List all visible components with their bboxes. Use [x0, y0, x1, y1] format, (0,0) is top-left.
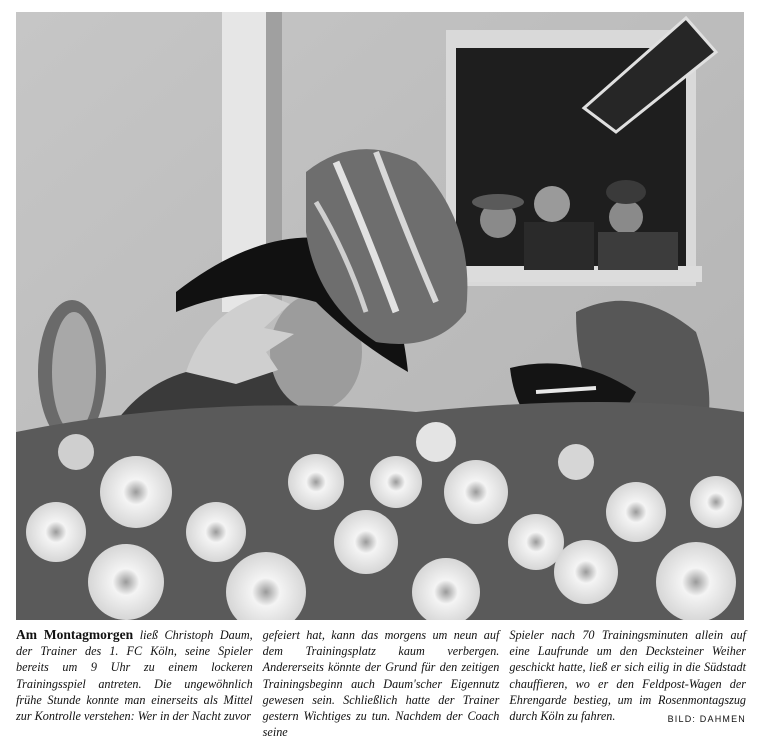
caption-text-2: gefeiert hat, kann das morgens um neun auf dem Trainingsplatz kaum verbergen. Andererseits könnte der Grund für den zeitigen Trainingsbeginn auch Daum'scher Eigennutz gewesen sein. Schließlich hatte der Trainer gestern Wichtiges zu tun. Nachdem der Coach seine	[262, 628, 500, 740]
photo-credit: BILD: DAHMEN	[667, 714, 747, 725]
caption-column-2	[262, 627, 500, 740]
carnival-photo-illustration	[16, 12, 744, 620]
caption-lead: Am Montagmorgen	[16, 627, 134, 642]
caption-text-3: Spieler nach 70 Trainingsminuten allein auf eine Laufrunde um den Decksteiner Weiher geschickt hatte, ließ er sich eilig in die Südstadt chauffieren, wo er den Feldpost-Wagen der Ehrengarde bestieg, um im Rosenmontagszug durch Köln zu fahren.	[509, 628, 747, 724]
caption-text-1: ließ Christoph Daum, der Trainer des 1. FC Köln, seine Spieler bereits um 9 Uhr zu einem lockeren Trainingsspiel antreten. Die ungewöhnlich frühe Stunde konnte man einerseits als Mittel zur Kontrolle verstehen: Wer in der Nacht zuvor	[16, 628, 253, 724]
window	[446, 18, 716, 286]
caption-column-1	[16, 627, 253, 725]
caption-column-3	[509, 627, 746, 725]
press-photo	[16, 12, 744, 620]
flower-bed	[16, 402, 744, 620]
photo-caption	[16, 627, 747, 740]
